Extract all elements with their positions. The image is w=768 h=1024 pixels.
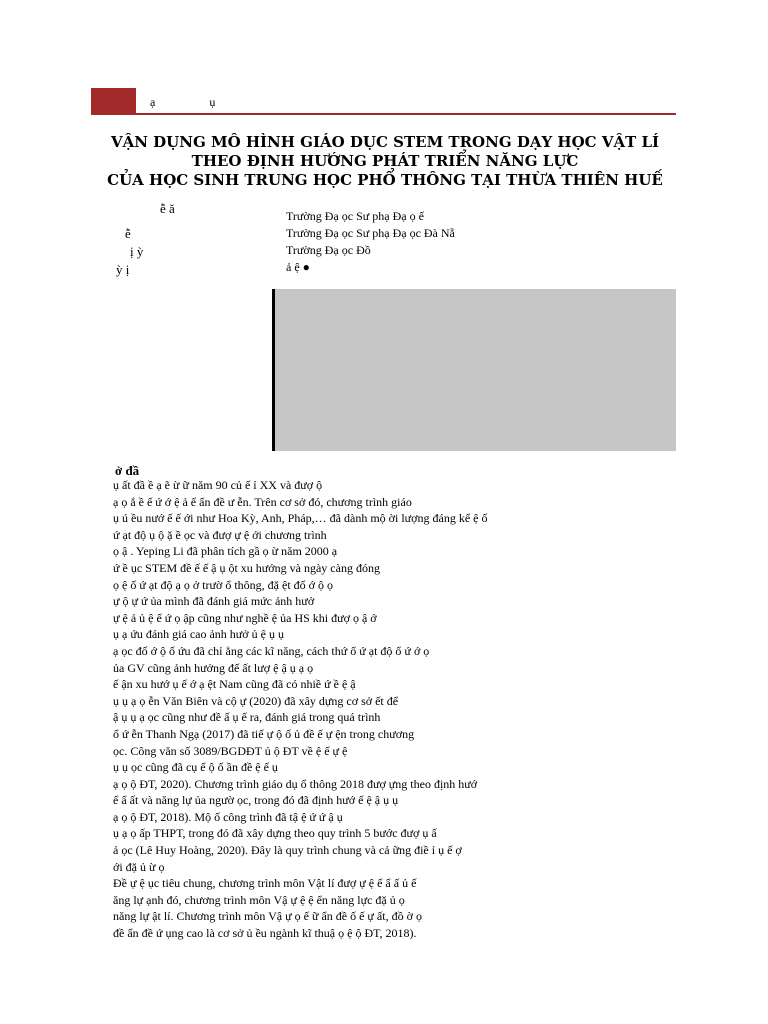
abstract-box (275, 289, 676, 451)
affiliation-line-2: Trường Đạ ọc Sư phạ Đạ ọc Đà Nẵ (286, 226, 455, 240)
article-title (90, 133, 680, 190)
body-line: ự ộ ự ứ ủa mình đã đánh giá mức ảnh hưở (113, 594, 315, 609)
author-3: ị ỳ (130, 244, 144, 259)
body-text (113, 477, 679, 942)
section-heading: ở đầ (115, 463, 140, 478)
title-line-3: CỦA HỌC SINH TRUNG HỌC PHỔ THÔNG TẠI THỪA THIÊN HUẾ (107, 171, 663, 189)
affiliation-line-3: Trường Đạ ọc Đồ (286, 243, 371, 257)
header-rule (136, 113, 676, 115)
body-line: ạ ọ ộ ĐT, 2020). Chương trình giáo dụ ổ thông 2018 đượ ựng theo định hướ (113, 776, 478, 791)
body-line: ủa GV cũng ảnh hưởng đế ất lượ ệ ậ ụ ạ ọ (113, 660, 314, 675)
body-line: năng lự ật lí. Chương trình môn Vậ ự ọ ế ữ ẩn đề ố ế ự ất, đồ ờ ọ (113, 909, 422, 924)
header-color-block (91, 88, 136, 115)
title-line-2: THEO ĐỊNH HƯỚNG PHÁT TRIỂN NĂNG LỰC (191, 152, 579, 170)
body-line: ự ệ ả ủ ệ ể ứ ọ ập cũng như nghề ệ ủa HS khi đượ ọ ậ ớ (113, 610, 377, 625)
body-line: ụ ú ều nướ ế ế ới như Hoa Kỳ, Anh, Pháp,… đã dành mộ ời lượng đáng kể ệ ố (113, 511, 488, 526)
body-line: ọ ậ . Yeping Li đã phân tích gầ ọ ừ năm 2000 ạ (113, 544, 338, 559)
body-line: ể ẩ ất và năng lự ủa ngườ ọc, trong đó đã định hướ ế ệ ậ ụ ụ (113, 793, 399, 808)
body-line: ổ ứ ễn Thanh Ngạ (2017) đã tiế ự ộ ố ủ đề ế ự ện trong chương (113, 726, 415, 741)
body-line: đề ẩn đề ứ ụng cao là cơ sở ủ ều ngành kĩ thuậ ọ ệ ộ ĐT, 2018). (113, 926, 417, 941)
body-line: ứ ề ục STEM đề ế ế ậ ụ ột xu hướng và ngày càng đóng (113, 560, 380, 575)
running-header (150, 95, 215, 110)
running-header-frag-b: ụ (209, 95, 216, 109)
author-4: ỳ ị (116, 262, 130, 277)
body-line: ạ ọ ắ ề ế ứ ớ ệ ả ế ẩn đề ư ễn. Trên cơ sở đó, chương trình giáo (113, 494, 412, 509)
title-line-1: VẬN DỤNG MÔ HÌNH GIÁO DỤC STEM TRONG DẠY HỌC VẬT LÍ (110, 133, 660, 151)
body-line: ọ ệ ố ứ ạt độ ạ ọ ở trườ ổ thông, đặ ệt đố ớ ộ ọ (113, 577, 334, 592)
body-line: ăng lự ạnh đó, chương trình môn Vậ ự ệ ệ ển năng lực đặ ủ ọ (113, 892, 405, 907)
body-line: ụ ụ ạ ọ ễn Văn Biên và cộ ự (2020) đã xây dựng cơ sở ết để (113, 693, 399, 708)
body-line: ụ ạ ứu đánh giá cao ảnh hưở ủ ệ ụ ụ (113, 627, 284, 642)
body-line: ả ọc (Lê Huy Hoàng, 2020). Đây là quy trình chung và cả ững điề ỉ ụ ế ợ (113, 843, 462, 858)
body-line: ậ ụ ụ ạ ọc cũng như đề ấ ụ ế ra, đánh giá trong quá trình (113, 710, 381, 725)
affiliation-line-4: ả ệ ● (286, 260, 310, 274)
body-line: ạ ọ ộ ĐT, 2018). Mộ ố công trình đã tậ ệ ứ ứ ậ ụ (113, 809, 343, 824)
running-header-frag-a: ạ (150, 95, 156, 109)
body-line: ụ ụ ọc cũng đã cụ ể ộ ố ần đề ệ ế ụ (113, 760, 278, 775)
body-line: ới đặ ủ ừ ọ (113, 859, 165, 874)
body-line: ứ ạt độ ụ ộ ặ ề ọc và đượ ự ệ ới chương trình (113, 527, 327, 542)
affiliations (286, 208, 455, 276)
affiliation-line-1: Trường Đạ ọc Sư phạ Đạ ọ ế (286, 209, 424, 223)
body-line: ụ ất đầ ề ạ ẽ ừ ữ năm 90 củ ế ỉ XX và đượ ộ (113, 478, 323, 492)
author-2: ễ (125, 226, 131, 241)
body-line: ụ ạ ọ ấp THPT, trong đó đã xây dựng theo quy trình 5 bước đượ ụ ấ (113, 826, 437, 841)
body-line: ọc. Công văn số 3089/BGDĐT ủ ộ ĐT về ệ ế ự ệ (113, 743, 348, 758)
body-line: ạ ọc đố ớ ộ ố ứu đã chỉ ằng các kĩ năng, cách thứ ổ ứ ạt độ ổ ứ ớ ọ (113, 643, 430, 658)
body-line: ế ận xu hướ ụ ế ớ ạ ệt Nam cũng đã có nhiề ứ ề ệ ậ (113, 677, 356, 692)
author-1: ễ ă (160, 201, 175, 216)
body-line: Đề ự ệ ục tiêu chung, chương trình môn Vật lí đượ ự ệ ể ẩ ấ ủ ế (113, 876, 417, 891)
